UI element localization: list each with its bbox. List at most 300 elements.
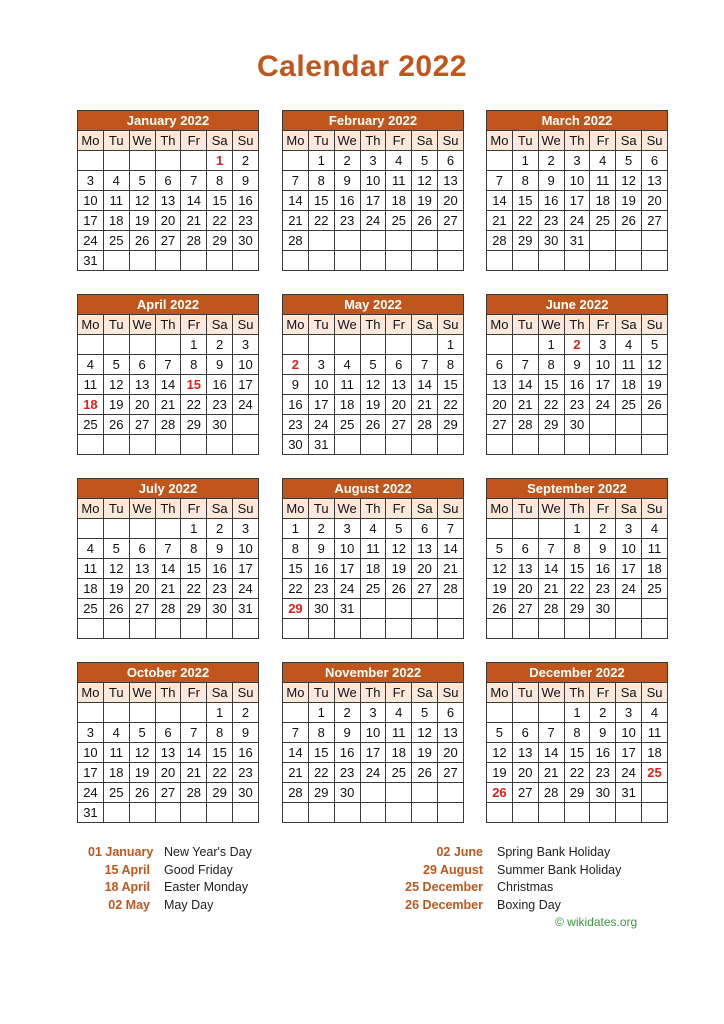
day-cell: 9	[334, 171, 360, 191]
month-table	[486, 682, 668, 823]
day-cell: 29	[207, 783, 233, 803]
day-cell: 22	[181, 579, 207, 599]
day-cell: 21	[181, 763, 207, 783]
week-row	[283, 539, 464, 559]
empty-day-cell	[438, 231, 464, 251]
day-cell: 16	[590, 743, 616, 763]
day-cell: 15	[512, 191, 538, 211]
day-cell: 25	[334, 415, 360, 435]
week-row	[78, 335, 259, 355]
day-cell: 18	[360, 559, 386, 579]
day-cell: 4	[386, 151, 412, 171]
day-cell: 29	[438, 415, 464, 435]
weekday-label: Sa	[412, 683, 438, 703]
week-row	[487, 723, 668, 743]
day-cell: 19	[487, 579, 513, 599]
month-table	[77, 682, 259, 823]
day-cell: 13	[512, 743, 538, 763]
month-table	[282, 314, 464, 455]
day-cell: 6	[438, 151, 464, 171]
day-cell: 22	[181, 395, 207, 415]
holiday-row	[398, 862, 621, 880]
day-cell: 2	[233, 703, 259, 723]
weekday-label: Fr	[590, 131, 616, 151]
day-cell: 21	[538, 579, 564, 599]
empty-day-cell	[412, 231, 438, 251]
week-row	[78, 723, 259, 743]
week-row	[78, 619, 259, 639]
weekday-label: Mo	[283, 499, 309, 519]
week-row	[487, 559, 668, 579]
day-cell: 14	[512, 375, 538, 395]
day-cell: 24	[78, 231, 104, 251]
empty-day-cell	[487, 435, 513, 455]
day-cell: 7	[283, 723, 309, 743]
empty-day-cell	[512, 703, 538, 723]
empty-day-cell	[438, 619, 464, 639]
holiday-list-left	[88, 844, 252, 914]
day-cell: 3	[233, 335, 259, 355]
day-cell: 26	[103, 599, 129, 619]
month-calendar	[282, 478, 464, 639]
empty-day-cell	[181, 619, 207, 639]
day-cell: 1	[308, 151, 334, 171]
day-cell: 23	[283, 415, 309, 435]
day-cell: 23	[308, 579, 334, 599]
day-cell: 27	[438, 763, 464, 783]
day-cell: 8	[564, 723, 590, 743]
day-cell: 20	[512, 579, 538, 599]
day-cell: 25	[78, 415, 104, 435]
day-cell: 23	[334, 763, 360, 783]
day-cell: 6	[129, 539, 155, 559]
day-cell: 9	[590, 723, 616, 743]
empty-day-cell	[129, 151, 155, 171]
day-cell: 23	[538, 211, 564, 231]
week-row	[487, 355, 668, 375]
day-cell: 27	[412, 579, 438, 599]
empty-day-cell	[360, 783, 386, 803]
day-cell: 2	[590, 519, 616, 539]
day-cell: 26	[616, 211, 642, 231]
day-cell: 10	[360, 723, 386, 743]
holiday-day-cell: 15	[181, 375, 207, 395]
day-cell: 12	[616, 171, 642, 191]
day-cell: 4	[386, 703, 412, 723]
empty-day-cell	[438, 803, 464, 823]
holiday-name: Good Friday	[164, 862, 233, 877]
day-cell: 17	[360, 743, 386, 763]
empty-day-cell	[129, 703, 155, 723]
empty-day-cell	[538, 619, 564, 639]
day-cell: 7	[181, 171, 207, 191]
day-cell: 12	[103, 375, 129, 395]
empty-day-cell	[386, 251, 412, 271]
week-row	[283, 151, 464, 171]
week-row	[487, 375, 668, 395]
day-cell: 10	[78, 743, 104, 763]
day-cell: 22	[207, 211, 233, 231]
day-cell: 27	[155, 783, 181, 803]
empty-day-cell	[233, 435, 259, 455]
week-row	[487, 335, 668, 355]
day-cell: 9	[233, 723, 259, 743]
holiday-day-cell: 25	[642, 763, 668, 783]
empty-day-cell	[283, 151, 309, 171]
day-cell: 21	[412, 395, 438, 415]
day-cell: 10	[78, 191, 104, 211]
day-cell: 19	[412, 191, 438, 211]
day-cell: 14	[438, 539, 464, 559]
day-cell: 2	[308, 519, 334, 539]
day-cell: 13	[438, 171, 464, 191]
day-cell: 6	[155, 723, 181, 743]
week-row	[78, 191, 259, 211]
day-cell: 6	[438, 703, 464, 723]
empty-day-cell	[181, 435, 207, 455]
empty-day-cell	[616, 803, 642, 823]
month-calendar	[282, 294, 464, 455]
empty-day-cell	[538, 435, 564, 455]
day-cell: 28	[538, 599, 564, 619]
empty-day-cell	[103, 703, 129, 723]
month-title: August 2022	[282, 478, 464, 498]
empty-day-cell	[207, 435, 233, 455]
day-cell: 3	[616, 703, 642, 723]
empty-day-cell	[233, 619, 259, 639]
day-cell: 5	[129, 171, 155, 191]
day-cell: 12	[103, 559, 129, 579]
weekday-label: Th	[360, 499, 386, 519]
weekday-label: Su	[642, 131, 668, 151]
day-cell: 8	[538, 355, 564, 375]
day-cell: 25	[642, 579, 668, 599]
day-cell: 5	[642, 335, 668, 355]
day-cell: 13	[386, 375, 412, 395]
weekday-label: Fr	[590, 499, 616, 519]
day-cell: 10	[308, 375, 334, 395]
empty-day-cell	[412, 783, 438, 803]
day-cell: 25	[386, 211, 412, 231]
month-calendar	[486, 662, 668, 823]
empty-day-cell	[103, 803, 129, 823]
day-cell: 30	[207, 415, 233, 435]
day-cell: 9	[207, 355, 233, 375]
weekday-label: We	[129, 499, 155, 519]
day-cell: 15	[283, 559, 309, 579]
empty-day-cell	[308, 619, 334, 639]
day-cell: 3	[308, 355, 334, 375]
holiday-list-right	[398, 844, 621, 914]
week-row	[78, 559, 259, 579]
day-cell: 12	[642, 355, 668, 375]
empty-day-cell	[642, 619, 668, 639]
day-cell: 30	[538, 231, 564, 251]
day-cell: 26	[103, 415, 129, 435]
day-cell: 14	[538, 743, 564, 763]
day-cell: 14	[181, 743, 207, 763]
day-cell: 18	[616, 375, 642, 395]
day-cell: 14	[487, 191, 513, 211]
empty-day-cell	[386, 435, 412, 455]
day-cell: 18	[103, 211, 129, 231]
empty-day-cell	[103, 519, 129, 539]
day-cell: 1	[538, 335, 564, 355]
day-cell: 8	[207, 171, 233, 191]
day-cell: 10	[360, 171, 386, 191]
empty-day-cell	[487, 703, 513, 723]
weekday-label: Tu	[308, 131, 334, 151]
weekday-label: Th	[564, 315, 590, 335]
holiday-date: 02 June	[436, 845, 483, 859]
day-cell: 27	[512, 599, 538, 619]
weekday-label: Sa	[412, 131, 438, 151]
week-row	[487, 151, 668, 171]
day-cell: 31	[233, 599, 259, 619]
week-row	[78, 599, 259, 619]
day-cell: 21	[181, 211, 207, 231]
day-cell: 22	[283, 579, 309, 599]
day-cell: 2	[334, 703, 360, 723]
day-cell: 25	[78, 599, 104, 619]
day-cell: 19	[103, 579, 129, 599]
week-row	[283, 355, 464, 375]
day-cell: 26	[386, 579, 412, 599]
day-cell: 18	[642, 743, 668, 763]
weekday-label: Mo	[283, 683, 309, 703]
day-cell: 23	[207, 579, 233, 599]
week-row	[283, 579, 464, 599]
day-cell: 2	[233, 151, 259, 171]
day-cell: 27	[487, 415, 513, 435]
week-row	[487, 579, 668, 599]
empty-day-cell	[334, 435, 360, 455]
day-cell: 20	[155, 211, 181, 231]
empty-day-cell	[642, 435, 668, 455]
week-row	[283, 559, 464, 579]
day-cell: 25	[616, 395, 642, 415]
week-row	[283, 519, 464, 539]
week-row	[487, 519, 668, 539]
month-calendar	[282, 662, 464, 823]
day-cell: 14	[538, 559, 564, 579]
holiday-row	[88, 897, 252, 915]
day-cell: 25	[103, 783, 129, 803]
day-cell: 28	[155, 599, 181, 619]
weekday-label: Sa	[616, 131, 642, 151]
holiday-day-cell: 26	[487, 783, 513, 803]
day-cell: 19	[616, 191, 642, 211]
empty-day-cell	[155, 803, 181, 823]
day-cell: 11	[590, 171, 616, 191]
day-cell: 27	[386, 415, 412, 435]
empty-day-cell	[129, 435, 155, 455]
empty-day-cell	[512, 335, 538, 355]
day-cell: 11	[642, 539, 668, 559]
day-cell: 28	[487, 231, 513, 251]
week-row	[78, 395, 259, 415]
day-cell: 9	[334, 723, 360, 743]
empty-day-cell	[78, 519, 104, 539]
day-cell: 22	[564, 579, 590, 599]
weekday-label: Mo	[487, 499, 513, 519]
weekday-label: Sa	[207, 131, 233, 151]
month-table	[77, 498, 259, 639]
empty-day-cell	[487, 519, 513, 539]
empty-day-cell	[512, 251, 538, 271]
day-cell: 15	[564, 743, 590, 763]
day-cell: 29	[512, 231, 538, 251]
month-title: July 2022	[77, 478, 259, 498]
month-table	[77, 130, 259, 271]
weekday-label: Su	[438, 499, 464, 519]
day-cell: 28	[155, 415, 181, 435]
empty-day-cell	[590, 803, 616, 823]
day-cell: 26	[129, 783, 155, 803]
weekday-label: Mo	[283, 131, 309, 151]
day-cell: 20	[512, 763, 538, 783]
weekday-label: Mo	[283, 315, 309, 335]
week-row	[283, 251, 464, 271]
empty-day-cell	[283, 335, 309, 355]
day-cell: 17	[616, 743, 642, 763]
week-row	[78, 803, 259, 823]
day-cell: 30	[564, 415, 590, 435]
week-row	[78, 151, 259, 171]
empty-day-cell	[155, 619, 181, 639]
day-cell: 20	[129, 395, 155, 415]
weekday-label: Fr	[386, 683, 412, 703]
empty-day-cell	[207, 251, 233, 271]
weekday-label: Fr	[590, 683, 616, 703]
day-cell: 1	[181, 335, 207, 355]
week-row	[78, 519, 259, 539]
day-cell: 22	[207, 763, 233, 783]
week-row	[283, 743, 464, 763]
day-cell: 10	[590, 355, 616, 375]
weekday-label: Sa	[616, 315, 642, 335]
weekday-label: Tu	[512, 499, 538, 519]
week-row	[487, 743, 668, 763]
empty-day-cell	[360, 803, 386, 823]
day-cell: 18	[78, 579, 104, 599]
day-cell: 21	[487, 211, 513, 231]
day-cell: 27	[129, 599, 155, 619]
day-cell: 17	[564, 191, 590, 211]
day-cell: 1	[438, 335, 464, 355]
day-cell: 30	[334, 783, 360, 803]
weekday-label: Su	[642, 683, 668, 703]
empty-day-cell	[564, 803, 590, 823]
holiday-row	[88, 844, 252, 862]
day-cell: 6	[129, 355, 155, 375]
day-cell: 3	[233, 519, 259, 539]
day-cell: 19	[360, 395, 386, 415]
day-cell: 11	[103, 743, 129, 763]
day-cell: 16	[283, 395, 309, 415]
weekday-label: We	[538, 683, 564, 703]
empty-day-cell	[181, 251, 207, 271]
weekday-label: Th	[360, 131, 386, 151]
empty-day-cell	[129, 519, 155, 539]
day-cell: 14	[155, 375, 181, 395]
day-cell: 15	[207, 191, 233, 211]
holiday-name: New Year's Day	[164, 845, 252, 859]
weekday-label: We	[538, 315, 564, 335]
empty-day-cell	[103, 619, 129, 639]
weekday-label: Fr	[181, 683, 207, 703]
day-cell: 27	[129, 415, 155, 435]
weekday-label: Tu	[103, 499, 129, 519]
weekday-label: Tu	[308, 683, 334, 703]
week-row	[487, 231, 668, 251]
weekday-label: Th	[360, 315, 386, 335]
week-row	[487, 599, 668, 619]
day-cell: 11	[78, 559, 104, 579]
day-cell: 30	[283, 435, 309, 455]
day-cell: 26	[360, 415, 386, 435]
empty-day-cell	[438, 435, 464, 455]
day-cell: 7	[283, 171, 309, 191]
day-cell: 24	[564, 211, 590, 231]
day-cell: 19	[642, 375, 668, 395]
day-cell: 13	[487, 375, 513, 395]
month-table	[486, 314, 668, 455]
day-cell: 4	[590, 151, 616, 171]
day-cell: 21	[155, 395, 181, 415]
weekday-label: Fr	[386, 131, 412, 151]
week-row	[487, 539, 668, 559]
week-row	[487, 435, 668, 455]
holiday-name: Christmas	[497, 880, 554, 895]
day-cell: 12	[360, 375, 386, 395]
weekday-label: Mo	[487, 315, 513, 335]
day-cell: 20	[642, 191, 668, 211]
day-cell: 17	[616, 559, 642, 579]
day-cell: 6	[412, 519, 438, 539]
empty-day-cell	[642, 803, 668, 823]
day-cell: 16	[590, 559, 616, 579]
day-cell: 12	[386, 539, 412, 559]
day-cell: 7	[438, 519, 464, 539]
day-cell: 6	[512, 723, 538, 743]
empty-day-cell	[538, 251, 564, 271]
day-cell: 1	[308, 703, 334, 723]
day-cell: 20	[155, 763, 181, 783]
month-calendar	[486, 110, 668, 271]
day-cell: 5	[412, 703, 438, 723]
day-cell: 2	[334, 151, 360, 171]
empty-day-cell	[590, 415, 616, 435]
day-cell: 27	[438, 211, 464, 231]
day-cell: 19	[386, 559, 412, 579]
week-row	[78, 375, 259, 395]
empty-day-cell	[308, 335, 334, 355]
week-row	[283, 763, 464, 783]
empty-day-cell	[412, 803, 438, 823]
day-cell: 10	[616, 723, 642, 743]
weekday-label: Th	[564, 131, 590, 151]
empty-day-cell	[334, 619, 360, 639]
day-cell: 7	[155, 539, 181, 559]
weekday-label: Fr	[181, 315, 207, 335]
day-cell: 17	[308, 395, 334, 415]
day-cell: 4	[360, 519, 386, 539]
week-row	[78, 763, 259, 783]
day-cell: 16	[538, 191, 564, 211]
day-cell: 18	[642, 559, 668, 579]
day-cell: 22	[538, 395, 564, 415]
